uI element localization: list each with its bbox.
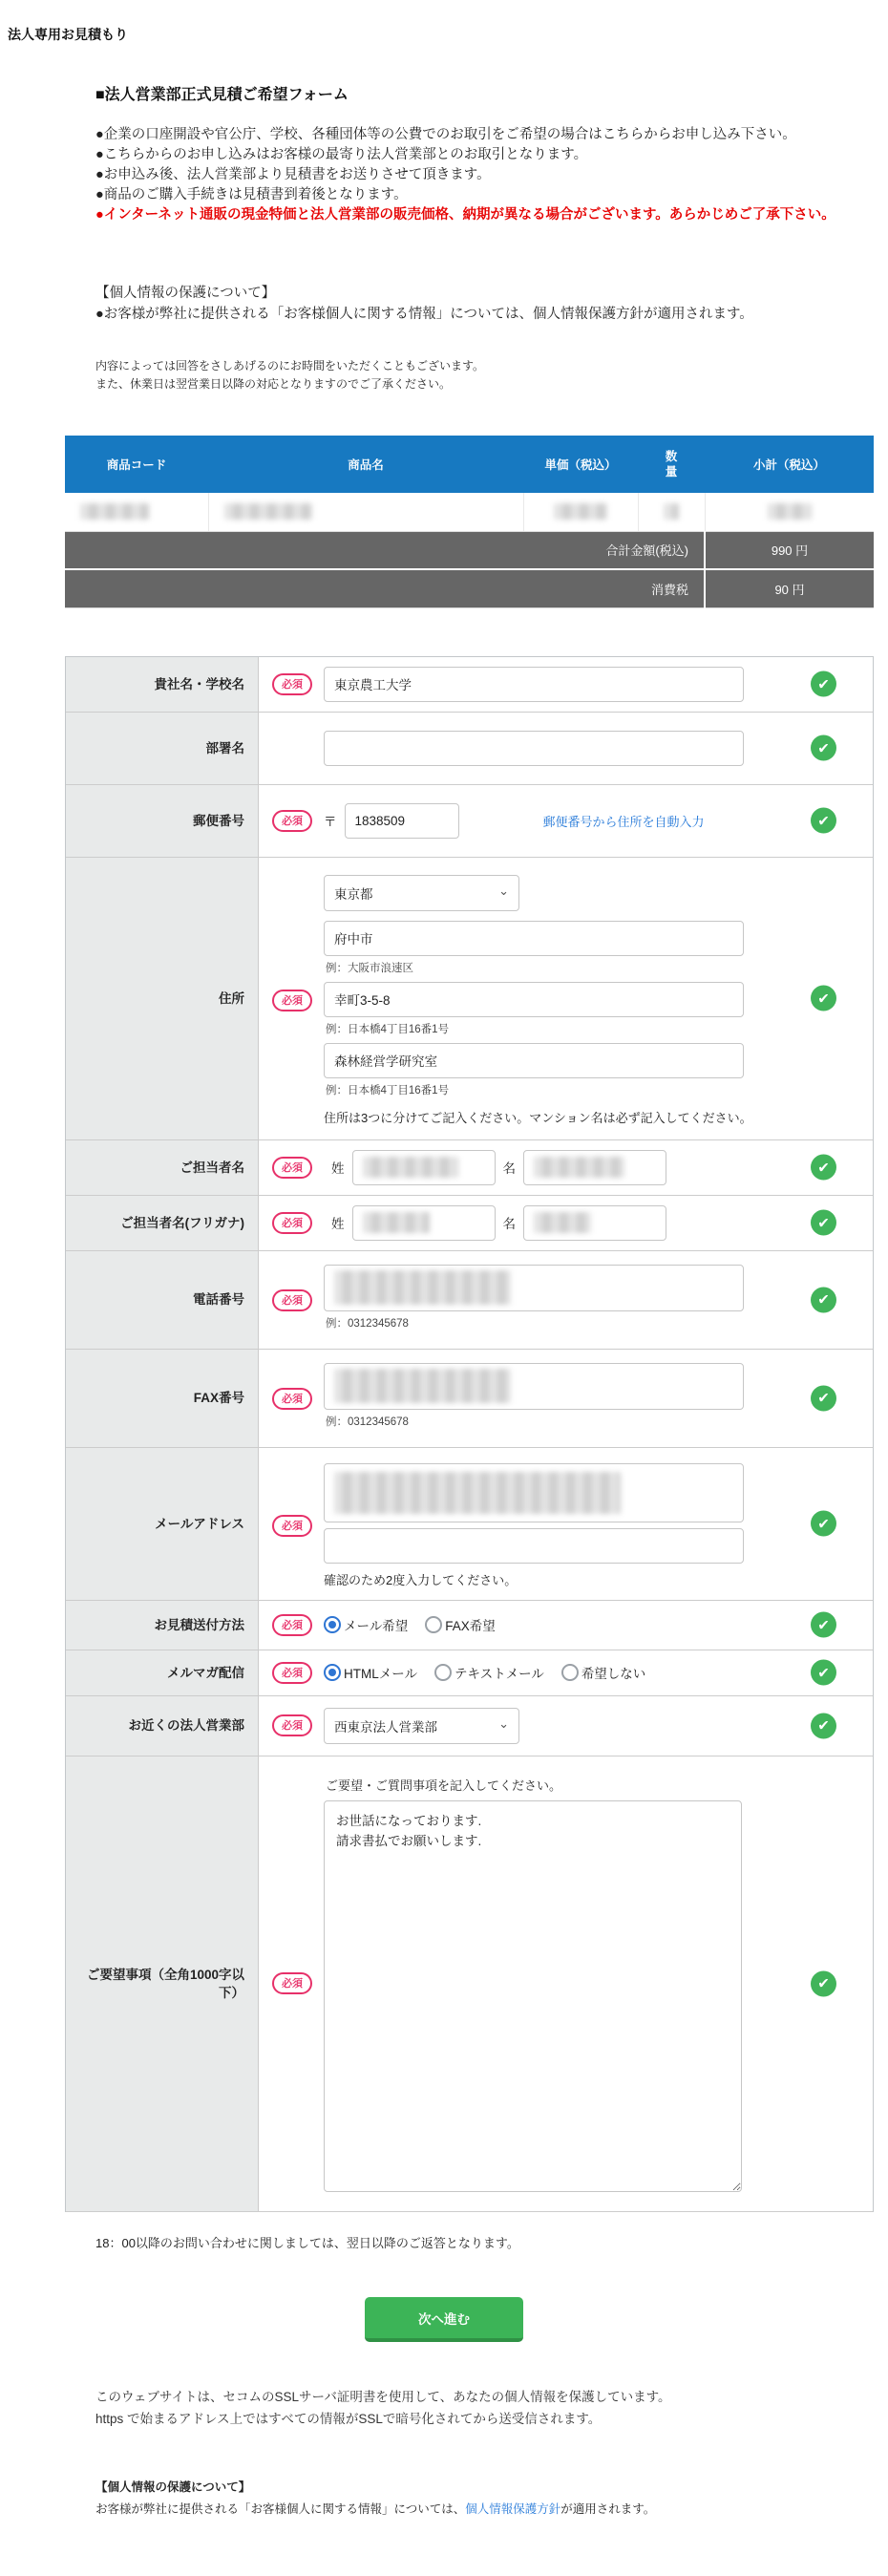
- total-label: 合計金額(税込): [65, 531, 705, 569]
- building-hint: 例：日本橋4丁目16番1号: [326, 1084, 450, 1096]
- required-badge: 必須: [272, 1289, 312, 1311]
- valid-check-icon: ✔: [811, 1385, 836, 1411]
- prefecture-value: 東京都: [334, 886, 373, 902]
- radio-mailmag-html[interactable]: [324, 1664, 341, 1681]
- form-row-send-method: [66, 1601, 873, 1650]
- form-row-email: [66, 1448, 873, 1601]
- city-input[interactable]: [324, 921, 744, 956]
- city-hint: 例：大阪市浪速区: [326, 962, 413, 974]
- field-label-contact-kana: ご担当者名(フリガナ): [66, 1196, 259, 1250]
- required-badge: 必須: [272, 1714, 312, 1736]
- order-item-row: [65, 493, 874, 531]
- field-label-send-method: お見積送付方法: [66, 1601, 259, 1650]
- footer-privacy-heading: 【個人情報の保護について】: [95, 2480, 251, 2494]
- required-badge: 必須: [272, 1614, 312, 1636]
- form-row-contact-name: [66, 1140, 873, 1196]
- postal-autofill-link[interactable]: 郵便番号から住所を自動入力: [542, 814, 705, 829]
- street-hint: 例：日本橋4丁目16番1号: [326, 1023, 450, 1035]
- privacy-policy-link[interactable]: 個人情報保護方針: [465, 2501, 561, 2516]
- col-product-code: 商品コード: [65, 436, 208, 493]
- response-note: 内容によっては回答をさしあげるのにお時間をいただくこともございます。: [95, 359, 485, 373]
- mailmag-html-label: HTMLメール: [344, 1667, 417, 1681]
- form-row-request: [66, 1756, 873, 2212]
- required-badge: 必須: [272, 1662, 312, 1684]
- mailmag-none-label: 希望しない: [581, 1667, 646, 1681]
- valid-check-icon: ✔: [811, 671, 836, 697]
- ssl-line: このウェブサイトは、セコムのSSLサーバ証明書を使用して、あなたの個人情報を保護しています。: [95, 2389, 671, 2404]
- first-kana-label: 名: [502, 1217, 516, 1231]
- tax-label: 消費税: [65, 569, 705, 607]
- prefecture-select[interactable]: [324, 875, 519, 911]
- chevron-down-icon: ⌄: [498, 883, 509, 898]
- redacted-last-kana: [363, 1212, 430, 1233]
- redacted-last-name: [363, 1157, 458, 1178]
- warning-notice: ●インターネット通販の現金特価と法人営業部の販売価格、納期が異なる場合がございます。あらかじめご了承下さい。: [95, 207, 835, 223]
- fax-input[interactable]: [324, 1363, 744, 1410]
- footer-privacy-suffix: が適用されます。: [560, 2501, 656, 2516]
- intro-bullet: ●企業の口座開設や官公庁、学校、各種団体等の公費でのお取引をご希望の場合はこちらからお申し込み下さい。: [95, 127, 796, 142]
- fax-hint: 例：0312345678: [326, 1416, 409, 1428]
- radio-mailmag-text[interactable]: [434, 1664, 452, 1681]
- redacted-first-name: [534, 1157, 624, 1178]
- form-row-company: [66, 657, 873, 713]
- redacted-phone: [334, 1270, 511, 1305]
- required-badge: 必須: [272, 810, 312, 832]
- redacted-email: [334, 1472, 621, 1514]
- chevron-down-icon: ⌄: [498, 1715, 509, 1731]
- redacted-quantity: [664, 503, 679, 520]
- form-row-address: [66, 858, 873, 1140]
- valid-check-icon: ✔: [811, 1210, 836, 1236]
- send-mail-label: メール希望: [344, 1619, 409, 1633]
- required-badge: 必須: [272, 1388, 312, 1410]
- radio-send-mail[interactable]: [324, 1616, 341, 1633]
- department-input[interactable]: [324, 731, 744, 766]
- valid-check-icon: ✔: [811, 735, 836, 761]
- sales-office-select[interactable]: [324, 1708, 519, 1744]
- valid-check-icon: ✔: [811, 1970, 836, 1996]
- redacted-product-code: [80, 503, 149, 520]
- privacy-notice-top: [95, 283, 855, 325]
- valid-check-icon: ✔: [811, 1511, 836, 1537]
- col-unit-price: 単価（税込）: [523, 436, 638, 493]
- first-kana-input[interactable]: [523, 1205, 666, 1241]
- intro-bullet: ●こちらからのお申し込みはお客様の最寄り法人営業部とのお取引となります。: [95, 147, 588, 162]
- request-note: ご要望・ご質問事項を記入してください。: [326, 1778, 562, 1793]
- phone-input[interactable]: [324, 1265, 744, 1311]
- valid-check-icon: ✔: [811, 808, 836, 834]
- field-label-request: ご要望事項（全角1000字以下）: [66, 1756, 259, 2211]
- col-subtotal: 小計（税込）: [705, 436, 874, 493]
- field-label-address: 住所: [66, 858, 259, 1139]
- ssl-notice: [95, 2386, 888, 2430]
- field-label-phone: 電話番号: [66, 1251, 259, 1349]
- first-name-input[interactable]: [523, 1150, 666, 1185]
- last-kana-input[interactable]: [352, 1205, 496, 1241]
- redacted-unit-price: [554, 503, 607, 520]
- form-row-department: [66, 713, 873, 785]
- required-badge: 必須: [272, 1972, 312, 1994]
- radio-mailmag-none[interactable]: [561, 1664, 579, 1681]
- last-name-input[interactable]: [352, 1150, 496, 1185]
- street-input[interactable]: [324, 982, 744, 1017]
- next-button[interactable]: 次へ進む: [365, 2297, 523, 2342]
- field-label-department: 部署名: [66, 713, 259, 784]
- form-row-mailmag: [66, 1650, 873, 1696]
- redacted-product-name: [224, 503, 312, 520]
- form-heading: ■法人営業部正式見積ご希望フォーム: [95, 87, 349, 103]
- intro-bullet: ●商品のご購入手続きは見積書到着後となります。: [95, 187, 408, 202]
- company-input[interactable]: [324, 667, 744, 702]
- intro-bullets: [95, 125, 855, 225]
- valid-check-icon: ✔: [811, 1713, 836, 1738]
- privacy-text: ●お客様が弊社に提供される「お客様個人に関する情報」については、個人情報保護方針が適用されます。: [95, 307, 753, 322]
- form-row-sales-office: [66, 1696, 873, 1756]
- field-label-mailmag: メルマガ配信: [66, 1650, 259, 1695]
- valid-check-icon: ✔: [811, 986, 836, 1011]
- col-product-name: 商品名: [208, 436, 523, 493]
- field-label-postal: 郵便番号: [66, 785, 259, 857]
- postal-mark: 〒: [324, 815, 337, 829]
- postal-code-input[interactable]: [345, 803, 459, 839]
- valid-check-icon: ✔: [811, 1155, 836, 1181]
- form-row-postal: [66, 785, 873, 858]
- required-badge: 必須: [272, 1212, 312, 1234]
- tax-value: 90 円: [705, 569, 874, 607]
- field-label-fax: FAX番号: [66, 1350, 259, 1447]
- privacy-heading: 【個人情報の保護について】: [95, 286, 276, 301]
- send-fax-label: FAX希望: [445, 1619, 496, 1633]
- col-quantity: 数量: [638, 436, 705, 493]
- last-name-label: 姓: [331, 1161, 345, 1176]
- redacted-subtotal: [768, 503, 812, 520]
- address-note: 住所は3つに分けてご記入ください。マンション名は必ず記入してください。: [324, 1110, 752, 1125]
- email-input[interactable]: [324, 1463, 744, 1522]
- email-confirm-input[interactable]: [324, 1528, 744, 1564]
- redacted-fax: [334, 1369, 511, 1403]
- order-tax-row: [65, 569, 874, 607]
- order-header-row: [65, 436, 874, 493]
- request-textarea[interactable]: [324, 1800, 742, 2192]
- total-value: 990 円: [705, 531, 874, 569]
- ssl-line: https で始まるアドレス上ではすべての情報がSSLで暗号化されてから送受信されます。: [95, 2411, 602, 2426]
- phone-hint: 例：0312345678: [326, 1317, 409, 1330]
- field-label-company: 貴社名・学校名: [66, 657, 259, 712]
- footer-privacy: [95, 2478, 888, 2519]
- email-confirm-note: 確認のため2度入力してください。: [324, 1572, 518, 1587]
- last-kana-label: 姓: [331, 1217, 345, 1231]
- page-title: 法人専用お見積もり: [8, 27, 128, 42]
- field-label-email: メールアドレス: [66, 1448, 259, 1600]
- field-label-sales-office: お近くの法人営業部: [66, 1696, 259, 1756]
- required-badge: 必須: [272, 1515, 312, 1537]
- redacted-first-kana: [534, 1212, 591, 1233]
- valid-check-icon: ✔: [811, 1287, 836, 1312]
- response-note: また、休業日は翌営業日以降の対応となりますのでご了承ください。: [95, 377, 452, 391]
- required-badge: 必須: [272, 673, 312, 695]
- after-hours-note: 18：00以降のお問い合わせに関しましては、翌日以降のご返答となります。: [95, 2235, 519, 2250]
- field-label-contact-name: ご担当者名: [66, 1140, 259, 1195]
- radio-send-fax[interactable]: [425, 1616, 442, 1633]
- response-notes: [95, 357, 855, 394]
- valid-check-icon: ✔: [811, 1612, 836, 1638]
- sales-office-value: 西東京法人営業部: [334, 1719, 437, 1735]
- order-total-row: [65, 531, 874, 569]
- required-badge: 必須: [272, 990, 312, 1011]
- form-row-contact-kana: [66, 1196, 873, 1251]
- footer-privacy-text: [95, 2500, 888, 2519]
- required-badge: 必須: [272, 1157, 312, 1179]
- form-row-phone: [66, 1251, 873, 1350]
- first-name-label: 名: [502, 1161, 516, 1176]
- form-row-fax: [66, 1350, 873, 1448]
- quote-request-form: [65, 656, 874, 2212]
- intro-bullet: ●お申込み後、法人営業部より見積書をお送りさせて頂きます。: [95, 167, 491, 182]
- order-summary-table: [65, 436, 874, 608]
- mailmag-text-label: テキストメール: [454, 1667, 544, 1681]
- building-input[interactable]: [324, 1043, 744, 1078]
- valid-check-icon: ✔: [811, 1660, 836, 1686]
- footer-privacy-prefix: お客様が弊社に提供される「お客様個人に関する情報」については、: [95, 2501, 466, 2516]
